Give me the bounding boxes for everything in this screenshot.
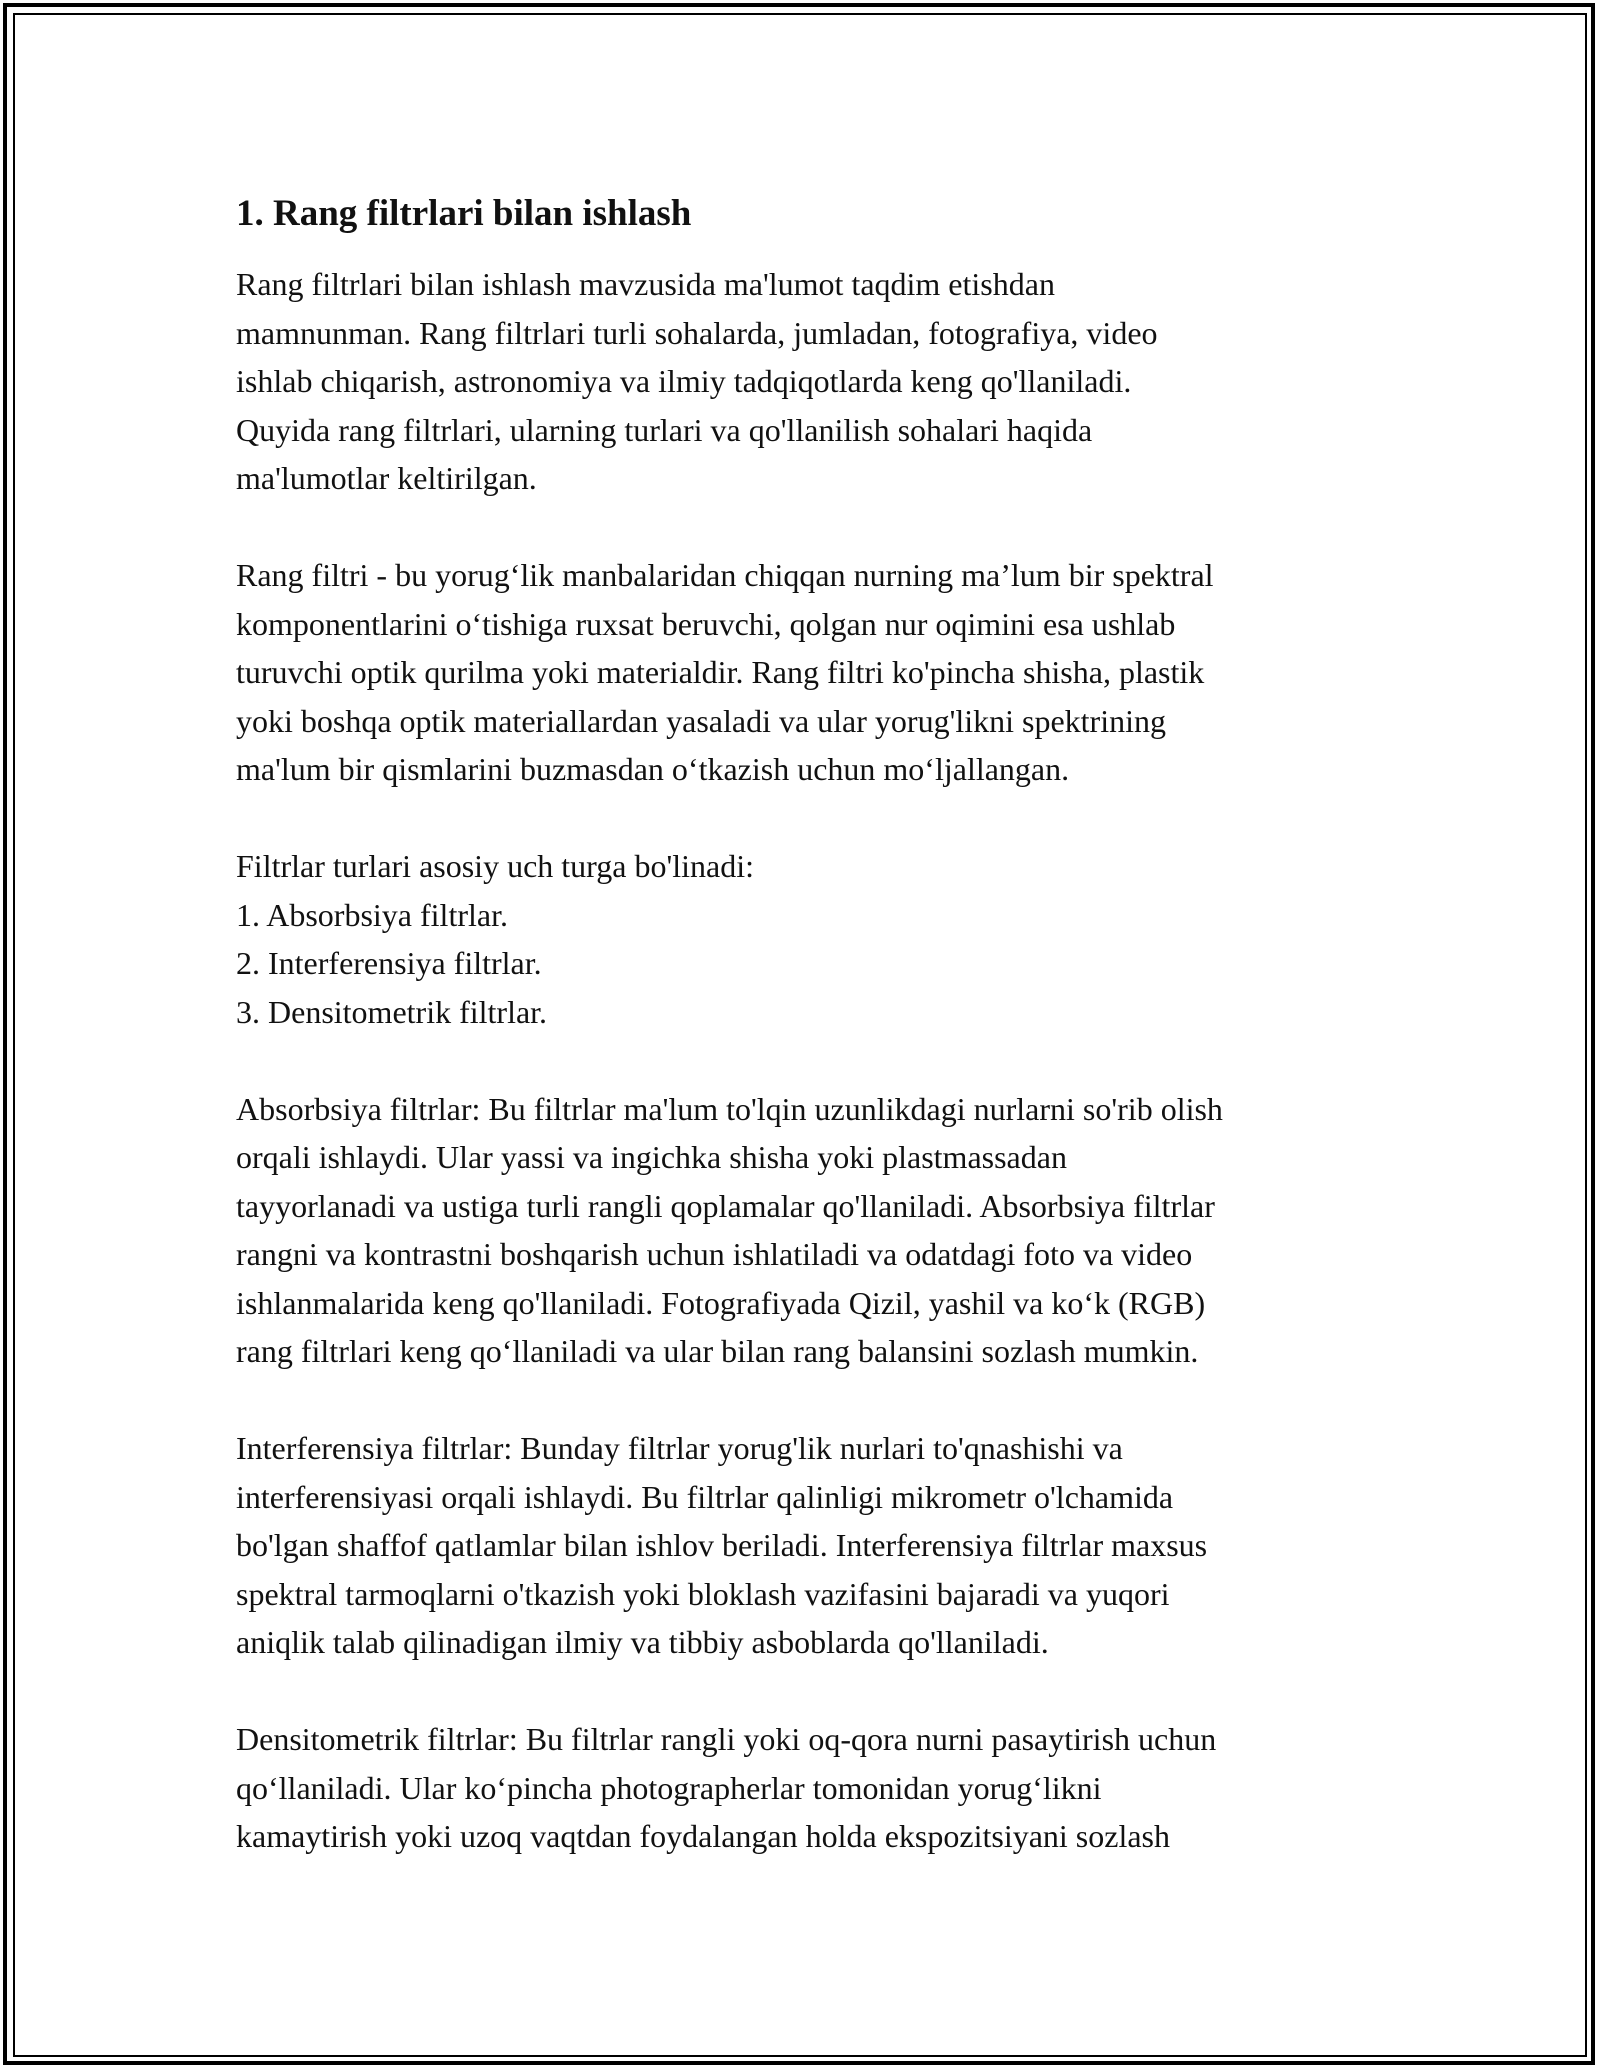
text-line: Quyida rang filtrlari, ularning turlari va qo'llanilish sohalari haqida <box>236 411 1093 448</box>
text-line: Densitometrik filtrlar: Bu filtrlar rangli yoki oq-qora nurni pasaytirish uchun <box>236 1721 1217 1757</box>
text-line: ishlanmalarida keng qo'llaniladi. Fotografiyada Qizil, yashil va ko‘k (RGB) <box>236 1284 1206 1321</box>
text-line: Rang filtrlari bilan ishlash mavzusida ma'lumot taqdim etishdan <box>236 266 1055 302</box>
paragraph-interference <box>236 1424 1396 1667</box>
text-line: ma'lum bir qismlarini buzmasdan o‘tkazish uchun mo‘ljallangan. <box>236 751 1070 787</box>
text-line: qo‘llaniladi. Ular ko‘pincha photographerlar tomonidan yorug‘likni <box>236 1769 1102 1806</box>
text-line: rang filtrlari keng qo‘llaniladi va ular bilan rang balansini sozlash mumkin. <box>236 1333 1199 1369</box>
paragraph-absorption <box>236 1085 1396 1376</box>
list-item: 2. Interferensiya filtrlar. <box>236 945 542 981</box>
text-line: bo'lgan shaffof qatlamlar bilan ishlov beriladi. Interferensiya filtrlar maxsus <box>236 1527 1208 1563</box>
text-line: mamnunman. Rang filtrlari turli sohalarda, jumladan, fotografiya, video <box>236 314 1158 351</box>
text-line: interferensiyasi orqali ishlaydi. Bu filtrlar qalinligi mikrometr o'lchamida <box>236 1478 1174 1515</box>
paragraph-filter-types-list <box>236 842 1396 1036</box>
document-body <box>236 190 1396 1909</box>
list-intro: Filtrlar turlari asosiy uch turga bo'linadi: <box>236 848 754 884</box>
text-line: yoki boshqa optik materiallardan yasaladi va ular yorug'likni spektrining <box>236 702 1166 739</box>
paragraph-definition <box>236 551 1396 794</box>
paragraph-intro <box>236 260 1396 503</box>
text-line: tayyorlanadi va ustiga turli rangli qoplamalar qo'llaniladi. Absorbsiya filtrlar <box>236 1187 1215 1224</box>
section-heading: 1. Rang filtrlari bilan ishlash <box>236 193 692 234</box>
text-line: ishlab chiqarish, astronomiya va ilmiy tadqiqotlarda keng qo'llaniladi. <box>236 363 1132 399</box>
text-line: Rang filtri - bu yorug‘lik manbalaridan chiqqan nurning ma’lum bir spektral <box>236 557 1214 593</box>
text-line: Interferensiya filtrlar: Bunday filtrlar yorug'lik nurlari to'qnashishi va <box>236 1430 1123 1466</box>
list-item: 3. Densitometrik filtrlar. <box>236 993 548 1030</box>
text-line: aniqlik talab qilinadigan ilmiy va tibbiy asboblarda qo'llaniladi. <box>236 1624 1049 1660</box>
text-line: ma'lumotlar keltirilgan. <box>236 460 537 496</box>
paragraph-densitometric <box>236 1715 1396 1861</box>
text-line: kamaytirish yoki uzoq vaqtdan foydalangan holda ekspozitsiyani sozlash <box>236 1818 1170 1854</box>
text-line: komponentlarini o‘tishiga ruxsat beruvchi, qolgan nur oqimini esa ushlab <box>236 605 1176 642</box>
text-line: spektral tarmoqlarni o'tkazish yoki bloklash vazifasini bajaradi va yuqori <box>236 1575 1170 1612</box>
text-line: Absorbsiya filtrlar: Bu filtrlar ma'lum to'lqin uzunlikdagi nurlarni so'rib olish <box>236 1090 1223 1127</box>
text-line: turuvchi optik qurilma yoki materialdir. Rang filtri ko'pincha shisha, plastik <box>236 654 1205 690</box>
text-line: orqali ishlaydi. Ular yassi va ingichka shisha yoki plastmassadan <box>236 1139 1067 1175</box>
list-item: 1. Absorbsiya filtrlar. <box>236 896 508 933</box>
text-line: rangni va kontrastni boshqarish uchun ishlatiladi va odatdagi foto va video <box>236 1236 1193 1272</box>
